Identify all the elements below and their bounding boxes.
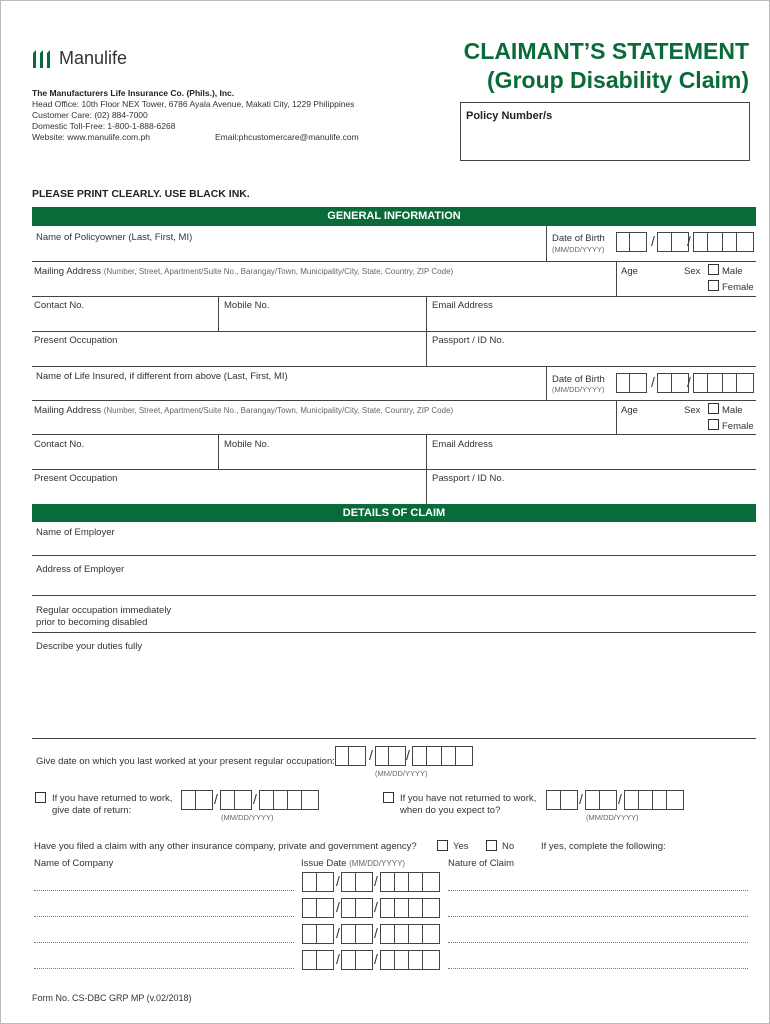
- insured-email-label: Email Address: [432, 439, 493, 450]
- insured-name-label: Name of Life Insured, if different from above (Last, First, MI): [36, 371, 288, 382]
- form-number: Form No. CS-DBC GRP MP (v.02/2018): [32, 993, 192, 1003]
- yes-label: Yes: [453, 841, 469, 852]
- employer-address-label: Address of Employer: [36, 564, 125, 575]
- issue-date-column-label: Issue Date (MM/DD/YYYY): [301, 858, 406, 869]
- manulife-logo-icon: [31, 49, 53, 69]
- returned-checkbox[interactable]: [35, 792, 46, 803]
- sex-label: Sex: [684, 266, 701, 277]
- customer-care: Customer Care: (02) 884-7000: [32, 110, 148, 120]
- company-name: The Manufacturers Life Insurance Co. (Phils.), Inc.: [32, 88, 235, 98]
- insured-contact-label: Contact No.: [34, 439, 85, 450]
- insured-mobile-label: Mobile No.: [224, 439, 270, 450]
- dob-label: Date of Birth: [552, 233, 605, 244]
- general-info-header: GENERAL INFORMATION: [32, 207, 756, 226]
- male-label: Male: [722, 266, 743, 277]
- claim-form-page: Manulife The Manufacturers Life Insurance Co. (Phils.), Inc. Head Office: 10th Floor NEX Tower, 6786 Ayala Avenue, Makati City, 1229 Philippines Customer Care: (02) 884-7000 Domestic Toll-Free: 1-800-1-888-6268 Website: www.manulife.com.ph Email:phcustomercare@manulife.com CLAIMANT’S STATEMENT (Group Disability Claim) Policy Number/s PLEASE PRINT CLEARLY. USE BLACK INK. GENERAL INFORMATION Name of Policyowner (Last, First, MI) Date of Birth (MM/DD/YYYY) / / Mailing Address (Number, Street, Apartment/Suite No., Barangay/Town, Municipality/City, State, Country, ZIP Code) Age Sex Male Female Contact No. Mobile No. Email Address Present Occupation Passport / ID No. Name of Life Insured, if different from above (Last, First, MI) Date of Birth (MM/DD/YYYY) / / Mailing Address (Number, Street, Apartment/Suite No., Barangay/Town, Municipality/City, State, Country, ZIP Code) Age Sex Male Female Contact No. Mobile No. Email Address Present Occupation Passport / ID No. DETAILS OF CLAIM Name of Employer Address of Employer Regular occupation immediately prior to becoming disabled Describe your duties fully Give date on which you last worked at your present regular occupation: / / (MM/DD/YYYY) If you have returned to work, give date of return: / / (MM/DD/YYYY) If you have not returned to work, when do you expect to? / / (MM/DD/YYYY) Have you filed a claim with any other insurance company, private and government agency? Yes No If yes, complete the following: Name of Company Issue Date (MM/DD/YYYY) Nature of Claim / / / / / / / / Form No. CS-DBC GRP MP (v.02/2018): [0, 0, 770, 1024]
- insured-mailing-label: Mailing Address (Number, Street, Apartment/Suite No., Barangay/Town, Municipality/City, State, Country, ZIP Code): [34, 405, 454, 416]
- details-claim-header: DETAILS OF CLAIM: [32, 504, 756, 522]
- passport-label: Passport / ID No.: [432, 335, 505, 346]
- instruction: PLEASE PRINT CLEARLY. USE BLACK INK.: [32, 188, 250, 200]
- mailing-address-label: Mailing Address (Number, Street, Apartment/Suite No., Barangay/Town, Municipality/City, State, Country, ZIP Code): [34, 266, 454, 277]
- website: Website: www.manulife.com.ph: [32, 132, 150, 142]
- company-email: Email:phcustomercare@manulife.com: [215, 132, 359, 142]
- company-column-label: Name of Company: [34, 858, 114, 869]
- brand-name: Manulife: [59, 48, 128, 68]
- policyowner-name-label: Name of Policyowner (Last, First, MI): [36, 232, 193, 243]
- insured-age-label: Age: [621, 405, 638, 416]
- insured-male-label: Male: [722, 405, 743, 416]
- no-label: No: [502, 841, 515, 852]
- insured-female-label: Female: [722, 421, 754, 432]
- nature-column-label: Nature of Claim: [448, 858, 514, 869]
- last-worked-label: Give date on which you last worked at your present regular occupation:: [36, 756, 335, 767]
- manulife-logo: [31, 48, 151, 70]
- last-worked-format: (MM/DD/YYYY): [375, 769, 428, 778]
- policy-number-label: Policy Number/s: [466, 110, 553, 122]
- policy-number-field[interactable]: [460, 102, 750, 161]
- if-yes-label: If yes, complete the following:: [541, 841, 666, 852]
- head-office: Head Office: 10th Floor NEX Tower, 6786 Ayala Avenue, Makati City, 1229 Philippines: [32, 99, 355, 109]
- insured-dob-format: (MM/DD/YYYY): [552, 385, 605, 394]
- other-claim-question: Have you filed a claim with any other insurance company, private and government agency?: [34, 841, 417, 852]
- other-claim-no-checkbox[interactable]: [486, 840, 497, 851]
- contact-label: Contact No.: [34, 300, 85, 311]
- return-date-format: (MM/DD/YYYY): [221, 813, 274, 822]
- duties-label: Describe your duties fully: [36, 641, 143, 652]
- insured-male-checkbox[interactable]: [708, 403, 719, 414]
- returned-label-line1: If you have returned to work,: [52, 793, 173, 804]
- regular-occupation-line2: prior to becoming disabled: [36, 617, 148, 628]
- form-title-line2: (Group Disability Claim): [487, 67, 749, 93]
- other-claim-yes-checkbox[interactable]: [437, 840, 448, 851]
- insured-occupation-label: Present Occupation: [34, 473, 118, 484]
- email-label: Email Address: [432, 300, 493, 311]
- insured-sex-label: Sex: [684, 405, 701, 416]
- insured-passport-label: Passport / ID No.: [432, 473, 505, 484]
- male-checkbox[interactable]: [708, 264, 719, 275]
- age-label: Age: [621, 266, 638, 277]
- insured-dob-label: Date of Birth: [552, 374, 605, 385]
- toll-free: Domestic Toll-Free: 1-800-1-888-6268: [32, 121, 176, 131]
- not-returned-checkbox[interactable]: [383, 792, 394, 803]
- occupation-label: Present Occupation: [34, 335, 118, 346]
- returned-label-line2: give date of return:: [52, 805, 132, 816]
- mobile-label: Mobile No.: [224, 300, 270, 311]
- insured-female-checkbox[interactable]: [708, 419, 719, 430]
- expected-date-format: (MM/DD/YYYY): [586, 813, 639, 822]
- female-label: Female: [722, 282, 754, 293]
- not-returned-label-line1: If you have not returned to work,: [400, 793, 537, 804]
- regular-occupation-line1: Regular occupation immediately: [36, 605, 172, 616]
- female-checkbox[interactable]: [708, 280, 719, 291]
- form-title-line1: CLAIMANT’S STATEMENT: [463, 38, 749, 64]
- employer-label: Name of Employer: [36, 527, 115, 538]
- not-returned-label-line2: when do you expect to?: [400, 805, 501, 816]
- dob-format: (MM/DD/YYYY): [552, 245, 605, 254]
